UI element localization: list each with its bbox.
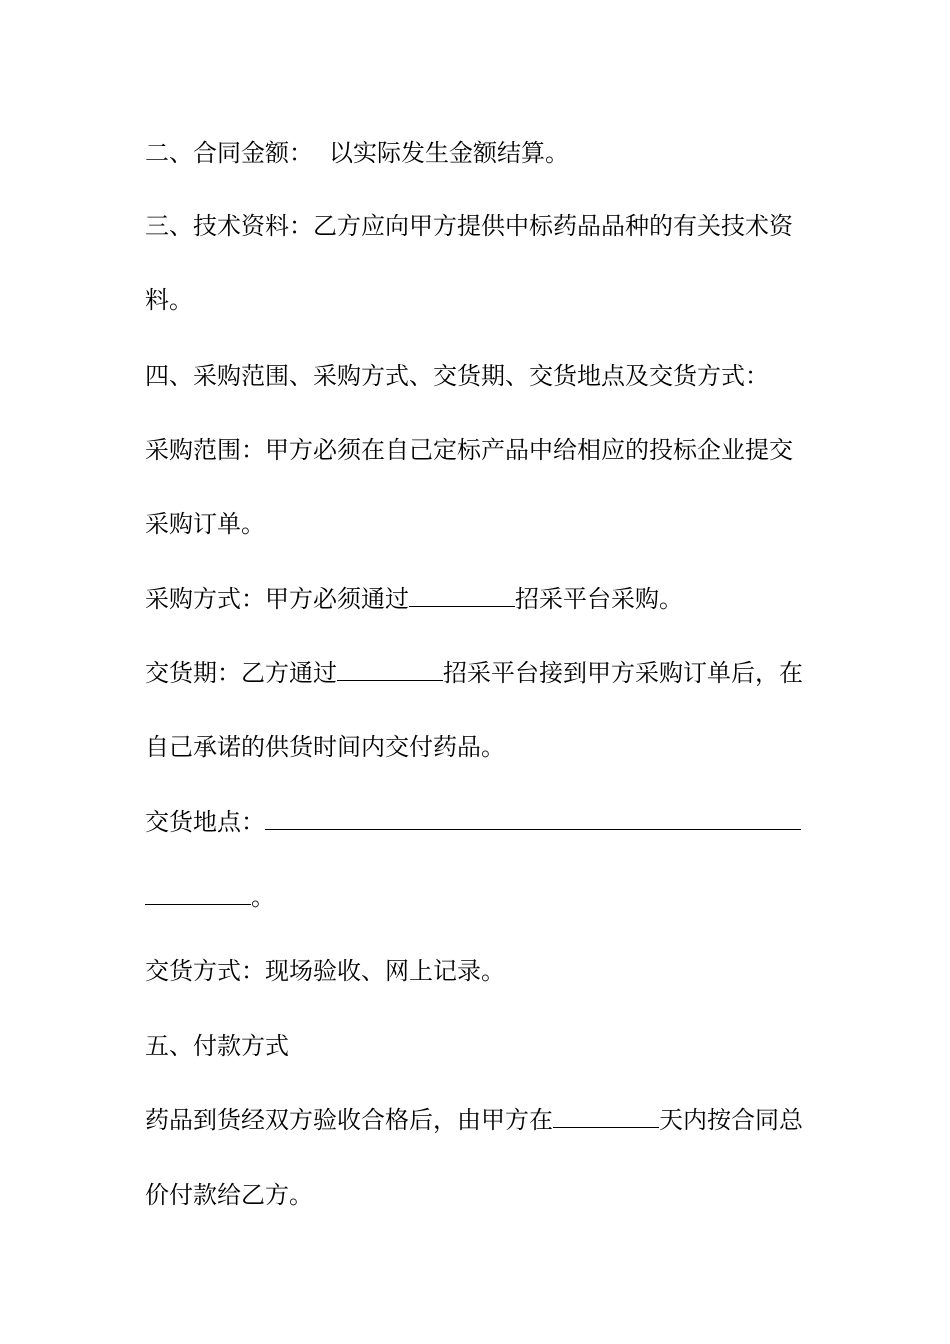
method-line [145, 583, 815, 615]
tech-docs-line-1: 三、技术资料：乙方应向甲方提供中标药品品种的有关技术资 [145, 212, 793, 240]
place-blank-long [265, 807, 801, 830]
place-line-2 [145, 881, 815, 913]
contract-amount-text: 以实际发生金额结算。 [329, 139, 569, 167]
place-blank-short [145, 882, 251, 905]
period-platform-blank [337, 658, 443, 681]
period-line-2: 自己承诺的供货时间内交付药品。 [145, 733, 505, 761]
tech-docs-line-2: 料。 [145, 286, 193, 314]
period-text-after: 招采平台接到甲方采购订单后，在 [443, 659, 803, 687]
section-4-heading: 四、采购范围、采购方式、交货期、交货地点及交货方式： [145, 362, 769, 390]
payment-days-blank [553, 1105, 659, 1128]
place-end: 。 [251, 883, 275, 911]
payment-text-after: 天内按合同总 [659, 1106, 803, 1134]
section-5-heading: 五、付款方式 [145, 1032, 289, 1060]
period-line-1 [145, 657, 815, 689]
method-text-after: 招采平台采购。 [515, 585, 683, 613]
contract-amount-line [145, 137, 815, 169]
method-platform-blank [409, 584, 515, 607]
method-text-before: 采购方式：甲方必须通过 [145, 585, 409, 613]
scope-line-1: 采购范围：甲方必须在自己定标产品中给相应的投标企业提交 [145, 436, 793, 464]
scope-line-2: 采购订单。 [145, 510, 265, 538]
contract-amount-label: 二、合同金额： [145, 139, 313, 167]
period-text-before: 交货期：乙方通过 [145, 659, 337, 687]
place-line-1 [145, 806, 815, 838]
delivery-way-line: 交货方式：现场验收、网上记录。 [145, 957, 505, 985]
payment-line-2: 价付款给乙方。 [145, 1181, 313, 1209]
payment-line-1 [145, 1104, 815, 1136]
place-label: 交货地点： [145, 808, 265, 836]
payment-text-before: 药品到货经双方验收合格后，由甲方在 [145, 1106, 553, 1134]
